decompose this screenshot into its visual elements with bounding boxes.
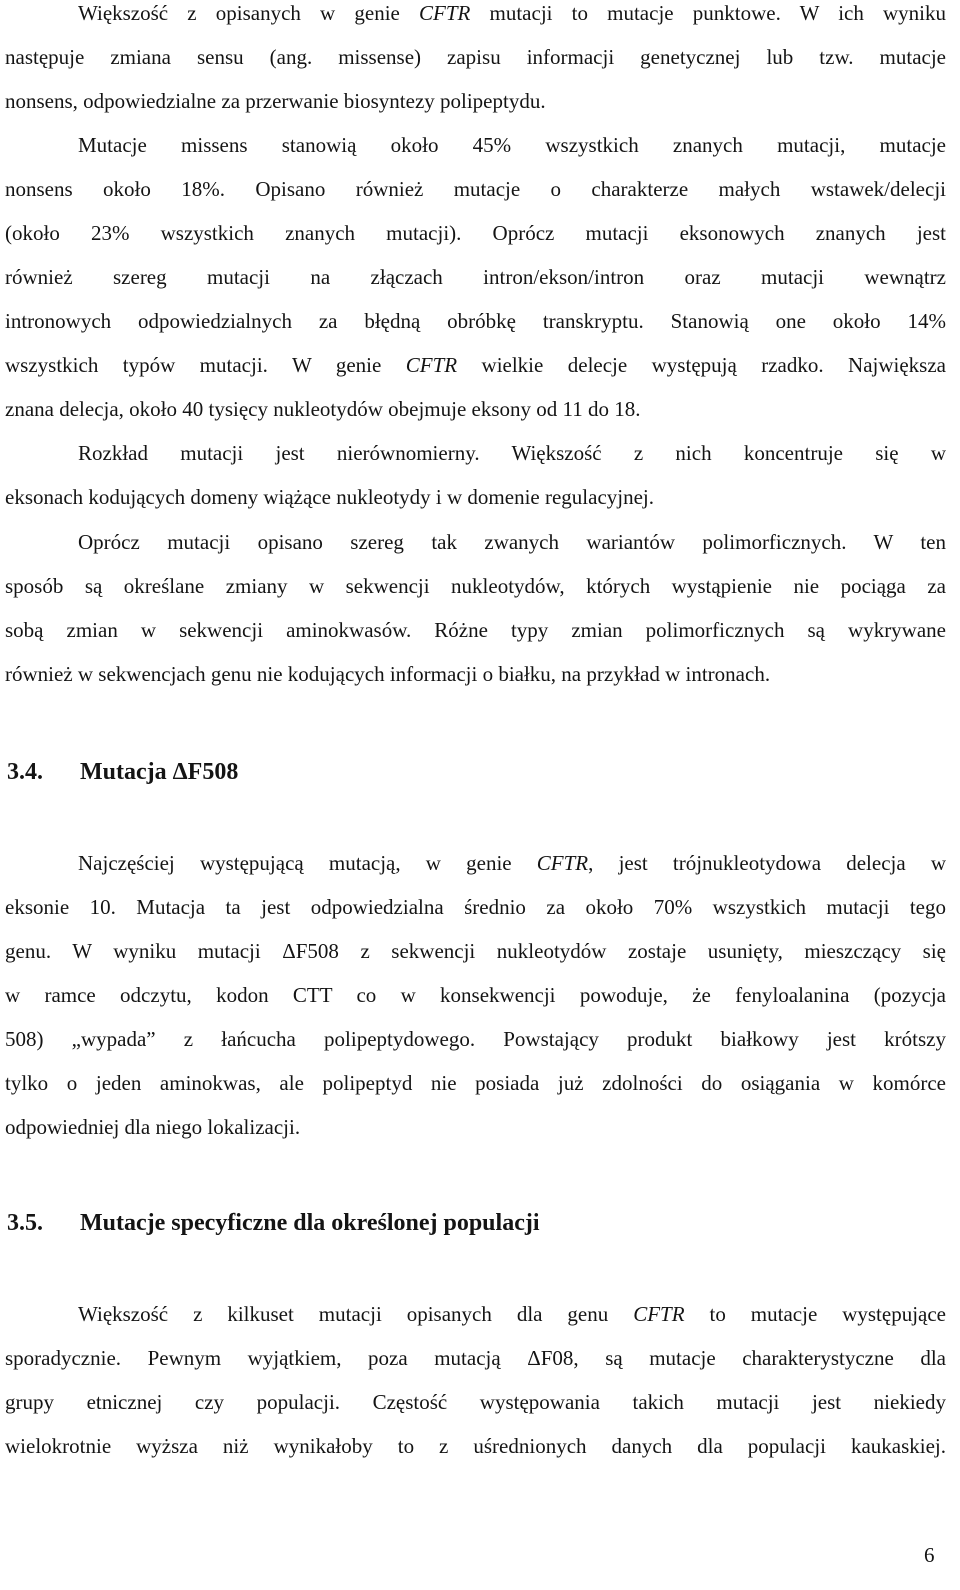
text-line: intronowych odpowiedzialnych za błędną obróbkę transkryptu. Stanowią one około 14% (5, 309, 946, 333)
text-line: grupy etnicznej czy populacji. Częstość występowania takich mutacji jest niekiedy (5, 1390, 946, 1414)
section-number: 3.5. (7, 1210, 43, 1236)
text-line: Rozkład mutacji jest nierównomierny. Większość z nich koncentruje się w (78, 441, 946, 465)
text-line: wszystkich typów mutacji. W genie CFTR wielkie delecje występują rzadko. Największa (5, 353, 946, 377)
text-line: w ramce odczytu, kodon CTT co w konsekwencji powoduje, że fenyloalanina (pozycja (5, 983, 946, 1007)
text-line: nonsens, odpowiedzialne za przerwanie biosyntezy polipeptydu. (5, 89, 546, 113)
gene-name: CFTR (536, 851, 589, 875)
text-line: wielokrotnie wyższa niż wynikałoby to z uśrednionych danych dla populacji kaukaskiej. (5, 1434, 946, 1458)
text-line: Najczęściej występującą mutacją, w genie CFTR, jest trójnukleotydowa delecja w (78, 851, 947, 875)
text-line: sposób są określane zmiany w sekwencji nukleotydów, których wystąpienie nie pociąga za (5, 574, 946, 598)
gene-name: CFTR (633, 1302, 685, 1326)
text-line: sobą zmian w sekwencji aminokwasów. Różne typy zmian polimorficznych są wykrywane (5, 618, 946, 642)
text-line: Mutacje missens stanowią około 45% wszystkich znanych mutacji, mutacje (78, 133, 946, 157)
section-number: 3.4. (7, 759, 43, 785)
text-line: Większość z kilkuset mutacji opisanych dla genu CFTR to mutacje występujące (78, 1302, 947, 1326)
text-line: eksonie 10. Mutacja ta jest odpowiedzialna średnio za około 70% wszystkich mutacji tego (5, 895, 946, 919)
text-line: 508) „wypada” z łańcucha polipeptydowego. Powstający produkt białkowy jest krótszy (5, 1027, 946, 1051)
section-title: Mutacja ΔF508 (80, 759, 239, 785)
text-line: znana delecja, około 40 tysięcy nukleotydów obejmuje eksony od 11 do 18. (5, 397, 641, 421)
text-line: (około 23% wszystkich znanych mutacji). Oprócz mutacji eksonowych znanych jest (5, 221, 946, 245)
text-line: również w sekwencjach genu nie kodujących informacji o białku, na przykład w intronach. (5, 662, 771, 686)
text-line: tylko o jeden aminokwas, ale polipeptyd nie posiada już zdolności do osiągania w komórce (5, 1071, 946, 1095)
text-line: nonsens około 18%. Opisano również mutacje o charakterze małych wstawek/delecji (5, 177, 946, 201)
text-line: następuje zmiana sensu (ang. missense) zapisu informacji genetycznej lub tzw. mutacje (5, 45, 946, 69)
text-line: genu. W wyniku mutacji ΔF508 z sekwencji nukleotydów zostaje usunięty, mieszczący się (5, 939, 946, 963)
text-line: odpowiedniej dla niego lokalizacji. (5, 1115, 301, 1139)
text-line: również szereg mutacji na złączach intron/ekson/intron oraz mutacji wewnątrz (5, 265, 946, 289)
text-line: sporadycznie. Pewnym wyjątkiem, poza mutacją ΔF08, są mutacje charakterystyczne dla (5, 1346, 946, 1370)
gene-name: CFTR (419, 1, 471, 25)
gene-name: CFTR (405, 353, 458, 377)
text-line: Oprócz mutacji opisano szereg tak zwanych wariantów polimorficznych. W ten (78, 530, 946, 554)
page-number: 6 (924, 1543, 935, 1567)
text-line: eksonach kodujących domeny wiążące nukleotydy i w domenie regulacyjnej. (5, 485, 655, 509)
text-line: Większość z opisanych w genie CFTR mutacji to mutacje punktowe. W ich wyniku (78, 1, 947, 25)
section-title: Mutacje specyficzne dla określonej populacji (80, 1210, 540, 1236)
